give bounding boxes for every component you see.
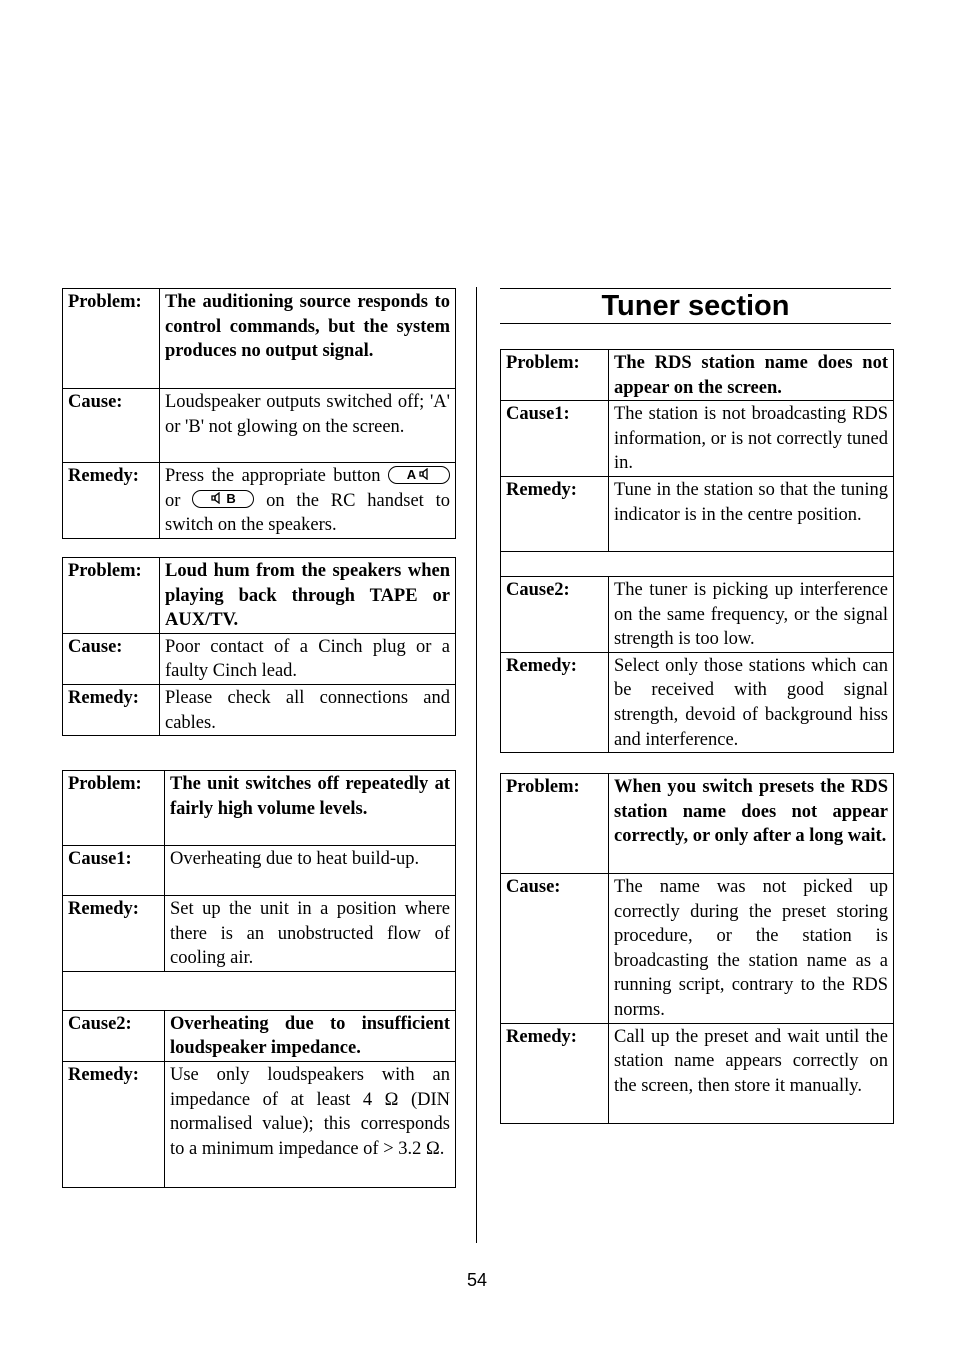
cause-text: Overheating due to insufficient loudspeaker impedance.	[165, 1010, 456, 1061]
row-key: Cause1:	[63, 846, 165, 896]
remedy-text: Tune in the station so that the tuning indicator is in the centre position.	[609, 476, 894, 551]
row-key: Problem:	[63, 771, 165, 846]
cause-text: The tuner is picking up interference on the same frequency, or the signal strength is too low.	[609, 576, 894, 652]
remedy-text: Please check all connections and cables.	[160, 684, 456, 735]
table-row-spacer	[63, 971, 456, 1010]
row-key: Cause1:	[501, 401, 609, 477]
column-divider	[476, 287, 477, 1243]
remedy-text	[160, 463, 456, 539]
table-row	[63, 846, 456, 896]
row-key: Remedy:	[501, 652, 609, 752]
page-number: 54	[466, 1270, 488, 1290]
row-key: Remedy:	[63, 896, 165, 972]
table-row	[501, 476, 894, 551]
button-b-label: B	[226, 491, 236, 507]
table-row	[501, 576, 894, 652]
row-key: Remedy:	[63, 463, 160, 539]
problem-text: The unit switches off repeatedly at fairly high volume levels.	[165, 771, 456, 846]
row-key: Problem:	[63, 289, 160, 389]
table-row	[63, 1061, 456, 1187]
problem-table-preset-name	[500, 773, 894, 1124]
table-row	[63, 771, 456, 846]
problem-table-no-output	[62, 288, 456, 539]
problem-text: Loud hum from the speakers when playing back through TAPE or AUX/TV.	[160, 558, 456, 634]
problem-table-rds-name	[500, 349, 894, 753]
table-row	[63, 1010, 456, 1061]
problem-text: When you switch presets the RDS station name does not appear correctly, or only after a long wait.	[609, 774, 894, 874]
row-key: Cause:	[63, 389, 160, 463]
problem-table-hum	[62, 557, 456, 736]
table-row	[63, 684, 456, 735]
speaker-icon	[211, 492, 223, 504]
table-row	[501, 774, 894, 874]
row-key: Problem:	[501, 350, 609, 401]
row-key: Problem:	[63, 558, 160, 634]
empty-row	[63, 971, 456, 1010]
table-row	[63, 558, 456, 634]
table-row	[501, 350, 894, 401]
table-row	[63, 633, 456, 684]
button-a-label: A	[406, 466, 416, 482]
row-key: Remedy:	[501, 1023, 609, 1123]
row-key: Remedy:	[63, 1061, 165, 1187]
cause-text: Poor contact of a Cinch plug or a faulty Cinch lead.	[160, 633, 456, 684]
remedy-or-text: or	[165, 490, 181, 511]
table-row	[63, 896, 456, 972]
speaker-b-button-icon	[192, 490, 254, 508]
remedy-rest-text: on the RC handset to switch on the speakers.	[165, 490, 451, 536]
table-row	[501, 874, 894, 1024]
row-key: Cause:	[501, 874, 609, 1024]
cause-text: Loudspeaker outputs switched off; 'A' or 'B' not glowing on the screen.	[160, 389, 456, 463]
cause-text: The name was not picked up correctly during the preset storing procedure, or the station is broadcasting the station name as a running script, contrary to the RDS norms.	[609, 874, 894, 1024]
table-row-spacer	[501, 551, 894, 576]
row-key: Remedy:	[501, 476, 609, 551]
remedy-press-text: Press the appropriate button	[165, 466, 381, 486]
cause-text: The station is not broadcasting RDS information, or is not correctly tuned in.	[609, 401, 894, 477]
remedy-text: Select only those stations which can be received with good signal strength, devoid of background hiss and interference.	[609, 652, 894, 752]
section-heading: Tuner section	[500, 288, 891, 324]
empty-row	[501, 551, 894, 576]
table-row	[63, 389, 456, 463]
problem-text: The auditioning source responds to control commands, but the system produces no output signal.	[160, 289, 456, 389]
row-key: Cause:	[63, 633, 160, 684]
table-row	[63, 463, 456, 539]
cause-text: Overheating due to heat build-up.	[165, 846, 456, 896]
remedy-text: Call up the preset and wait until the station name appears correctly on the screen, then store it manually.	[609, 1023, 894, 1123]
problem-table-switches-off	[62, 770, 456, 1188]
row-key: Cause2:	[501, 576, 609, 652]
table-row	[501, 1023, 894, 1123]
row-key: Cause2:	[63, 1010, 165, 1061]
table-row	[63, 289, 456, 389]
speaker-icon	[419, 468, 431, 480]
table-row	[501, 652, 894, 752]
speaker-a-button-icon	[388, 466, 450, 484]
remedy-text: Use only loudspeakers with an impedance of at least 4 Ω (DIN normalised value); this corresponds to a minimum impedance of > 3.2 Ω.	[165, 1061, 456, 1187]
row-key: Problem:	[501, 774, 609, 874]
problem-text: The RDS station name does not appear on the screen.	[609, 350, 894, 401]
remedy-text: Set up the unit in a position where there is an unobstructed flow of cooling air.	[165, 896, 456, 972]
table-row	[501, 401, 894, 477]
row-key: Remedy:	[63, 684, 160, 735]
